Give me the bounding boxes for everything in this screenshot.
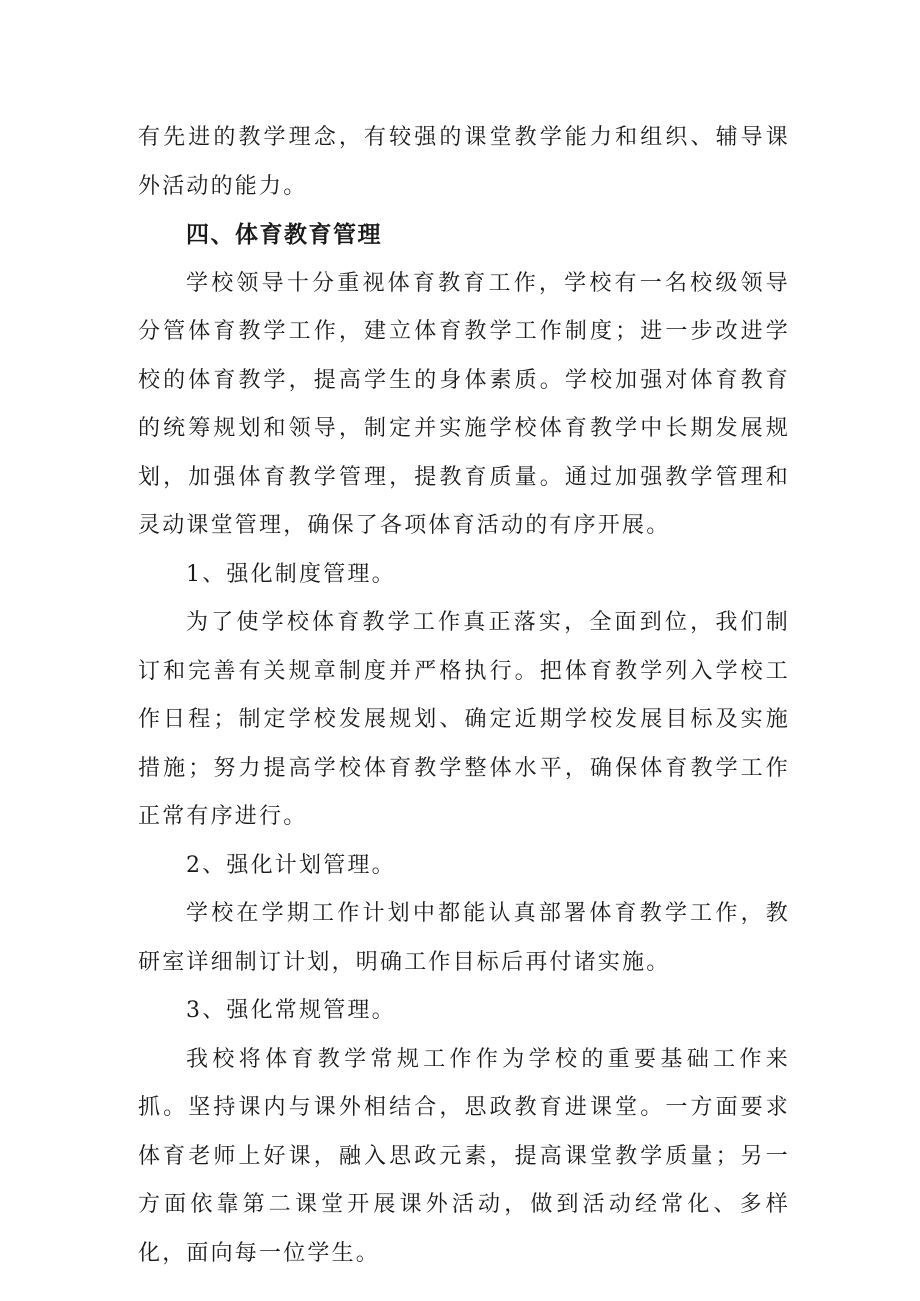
- paragraph-plan-management: 学校在学期工作计划中都能认真部署体育教学工作，教研室详细制订计划，明确工作目标后再付诸实施。: [138, 901, 790, 975]
- paragraph-routine-management: 我校将体育教学常规工作作为学校的重要基础工作来抓。坚持课内与课外相结合，思政教育进课堂。一方面要求体育老师上好课，融入思政元素，提高课堂教学质量；另一方面依靠第二课堂开展课外活动，做到活动经常化、多样化，面向每一位学生。: [138, 1046, 790, 1266]
- paragraph-system-management: 为了使学校体育教学工作真正落实，全面到位，我们制订和完善有关规章制度并严格执行。把体育教学列入学校工作日程；制定学校发展规划、确定近期学校发展目标及实施措施；努力提高学校体育教学整体水平，确保体育教学工作正常有序进行。: [138, 610, 790, 829]
- item-heading-routine: 3、强化常规管理。: [186, 998, 396, 1023]
- item-heading-system: 1、强化制度管理。: [186, 561, 396, 587]
- item-heading-plan: 2、强化计划管理。: [186, 852, 396, 878]
- section-heading: 四、体育教育管理: [186, 222, 382, 248]
- paragraph-continuation: 有先进的教学理念，有较强的课堂教学能力和组织、辅导课外活动的能力。: [138, 125, 790, 199]
- paragraph-management-overview: 学校领导十分重视体育教育工作，学校有一名校级领导分管体育教学工作，建立体育教学工作制度；进一步改进学校的体育教学，提高学生的身体素质。学校加强对体育教育的统筹规划和领导，制定并实施学校体育教学中长期发展规划，加强体育教学管理，提教育质量。通过加强教学管理和灵动课堂管理，确保了各项体育活动的有序开展。: [138, 270, 790, 538]
- document-page: [138, 114, 790, 1278]
